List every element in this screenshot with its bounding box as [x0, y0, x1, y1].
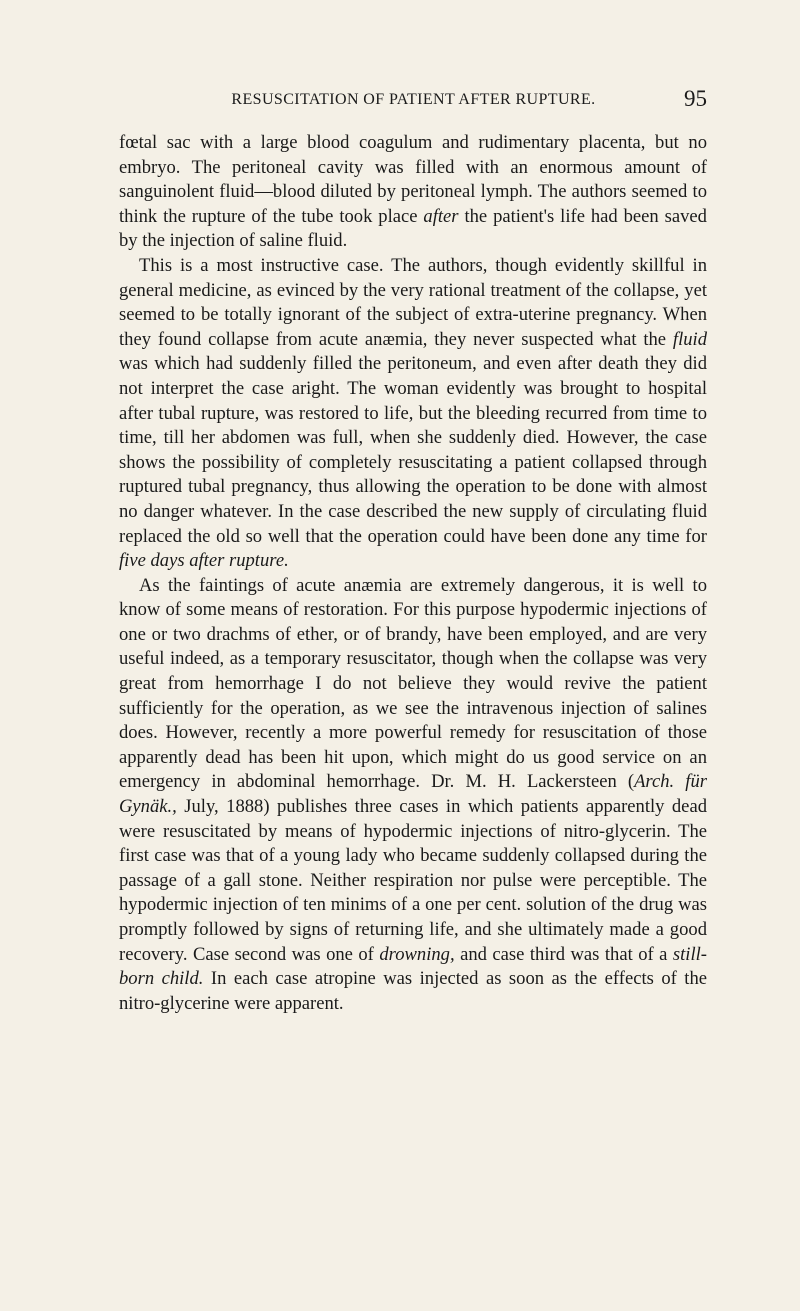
paragraph-3-italic-journal: Arch. für Gynäk., [119, 771, 707, 818]
page-header [120, 86, 707, 117]
paragraph-3 [119, 574, 707, 1017]
paragraph-3-text-a: As the faintings of acute anæmia are extremely dangerous, it is well to know of some means of restoration. For this purpose hypodermic injections of one or two drachms of ether, or of brandy, have been employed, and are very useful indeed, as a temporary resuscitator, though when the collapse was very great from hemorrhage I do not believe they would revive the patient sufficiently for the operation, as we see the intravenous injection of salines does. However, recently a more powerful remedy for resuscitation of those apparently dead has been hit upon, which might do us good service on an emergency in abdominal hemorrhage. Dr. M. H. Lackersteen ( [119, 574, 707, 793]
paragraph-3-text-b: July, 1888) publishes three cases in which patients apparently dead were resuscitated by means of hypodermic injections of nitro-glycerin. The first case was that of a young lady who became suddenly collapsed during the passage of a gall stone. Neither respiration nor pulse were perceptible. The hypodermic injection of ten minims of a one per cent. solution of the drug was promptly followed by signs of returning life, and she ultimately made a good recovery. Case second was one of [119, 796, 707, 965]
paragraph-1 [119, 131, 707, 254]
paragraph-3-italic-still-born: still-born child. [119, 943, 707, 990]
paragraph-2-text-a: This is a most instructive case. The authors, though evidently skillful in general medicine, as evinced by the very rational treatment of the collapse, yet seemed to be totally ignorant of the subject of extra-uterine pregnancy. When they found collapse from acute anæmia, they never suspected what the [119, 254, 707, 350]
paragraph-1-text-b: the patient's life had been saved by the injection of saline fluid. [119, 205, 707, 252]
page-number: 95 [684, 86, 707, 111]
paragraph-2 [119, 254, 707, 574]
body-text [119, 131, 707, 1016]
paragraph-2-italic-fluid: fluid [672, 328, 707, 350]
paragraph-3-text-c: and case third was that of a [454, 943, 673, 965]
running-title: RESUSCITATION OF PATIENT AFTER RUPTURE. [231, 91, 596, 108]
paragraph-3-italic-drowning: drowning, [379, 943, 455, 965]
paragraph-3-text-d: In each case atropine was injected as soon as the effects of the nitro-glycerine were apparent. [119, 968, 708, 1014]
paragraph-2-italic-five-days: five days after rupture. [119, 550, 289, 572]
paragraph-2-text-b: was which had suddenly filled the peritoneum, and even after death they did not interpret the case aright. The woman evidently was brought to hospital after tubal rupture, was restored to life, but the bleeding recurred from time to time, till her abdomen was full, when she suddenly died. However, the case shows the possibility of completely resuscitating a patient collapsed through ruptured tubal pregnancy, thus allowing the operation to be done with almost no danger whatever. In the case described the new supply of circulating fluid replaced the old so well that the operation could have been done any time for [119, 353, 707, 547]
paragraph-1-italic-after: after [423, 205, 459, 227]
paragraph-1-text-a: fœtal sac with a large blood coagulum and rudimentary placenta, but no embryo. The peritoneal cavity was filled with an enormous amount of sanguinolent fluid—blood diluted by peritoneal lymph. The authors seemed to think the rupture of the tube took place [119, 132, 707, 227]
